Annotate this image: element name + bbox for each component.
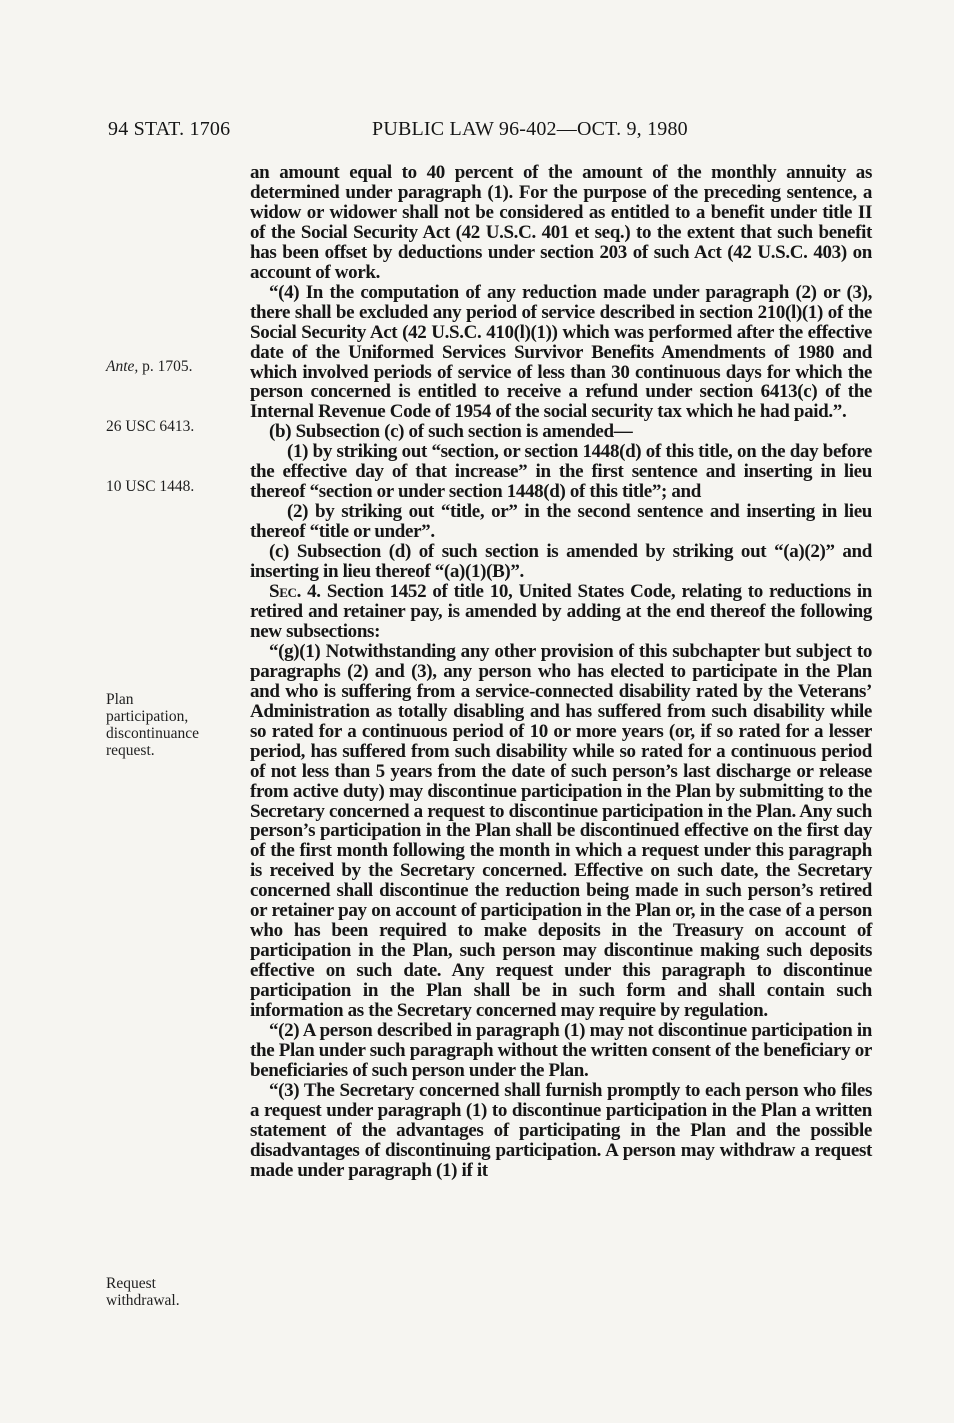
margin-note-line: discontinuance <box>106 725 199 742</box>
section-4-text: Section 1452 of title 10, United States Code, relating to reductions in retired and retainer pay, is amended by adding at the end thereof the following new subsections: <box>250 581 872 642</box>
paragraph-b-subsection-c: (b) Subsection (c) of such section is amended— <box>269 421 633 443</box>
margin-note-line: participation, <box>106 708 189 725</box>
margin-note-line: Plan <box>106 691 134 708</box>
paragraph-c-subsection-d: (c) Subsection (d) of such section is amended by striking out “(a)(2)” and inserting in lieu thereof “(a)(1)(B)”. <box>250 541 872 583</box>
margin-note-plan-participation <box>106 691 199 759</box>
margin-note-line: withdrawal. <box>106 1292 180 1309</box>
margin-note-line: Request <box>106 1275 156 1292</box>
section-label: Sec. 4. <box>269 581 321 603</box>
paragraph-b-2: (2) by striking out “title, or” in the second sentence and inserting in lieu thereof “title or under”. <box>250 501 872 543</box>
public-law-title: PUBLIC LAW 96-402—OCT. 9, 1980 <box>372 118 688 140</box>
paragraph-g-2: “(2) A person described in paragraph (1) may not discontinue participation in the Plan under such paragraph without the written consent of the beneficiary or beneficiaries of such person under the Plan. <box>250 1019 872 1081</box>
margin-note-request-withdrawal <box>106 1275 180 1309</box>
margin-note-line: request. <box>106 742 155 759</box>
margin-note-ante-page: p. 1705. <box>138 358 193 375</box>
paragraph-4-computation: “(4) In the computation of any reduction made under paragraph (2) or (3), there shall be excluded any period of service described in section 210(l)(1) of the Social Security Act (42 U.S.C. 410(l)(1)) which was performed after the effective date of the Uniformed Services Survivor Benefits Amendments of 1980 and which involved periods of service of less than 30 continuous days for which the person concerned is entitled to receive a refund under section 6413(c) of the Internal Revenue Code of 1954 of the social security tax which he had paid.”. <box>250 281 872 423</box>
paragraph-g-3: “(3) The Secretary concerned shall furnish promptly to each person who files a request under paragraph (1) to discontinue participation in the Plan a written statement of the advantages of participating in the Plan and the possible disadvantages of discontinuing participation. A person may withdraw a request made under paragraph (1) if it <box>250 1079 872 1181</box>
margin-note-ante <box>106 358 193 375</box>
statute-page-number: 94 STAT. 1706 <box>108 118 231 140</box>
margin-note-usc-1448: 10 USC 1448. <box>106 478 195 495</box>
paragraph-sec-4 <box>250 582 872 642</box>
paragraph-g-1: “(g)(1) Notwithstanding any other provision of this subchapter but subject to paragraphs (2) and (3), any person who has elected to participate in the Plan and who is suffering from a service-connected disability rated by the Veterans’ Administration as totally disabling and has suffered from such disability while so rated for a continuous period of 10 or more years (or, if so rated for a lesser period, has suffered from such disability while so rated for a continuous period of not less than 5 years from the date of such person’s last discharge or release from active duty) may discontinue participation in the Plan by submitting to the Secretary concerned a request to discontinue participation in the Plan. Any such person’s participation in the Plan shall be discontinued effective on the first day of the first month following the month in which a request under this paragraph is received by the Secretary concerned. Effective on such date, the Secretary concerned shall discontinue the reduction being made in such person’s retired or retainer pay on account of participation in the Plan or, in the case of a person who has been required to make deposits in the Treasury on account of participation in the Plan, such person may discontinue making such deposits effective on such date. Any request under this paragraph to discontinue participation in the Plan shall be in such form and shall contain such information as the Secretary concerned may require by regulation. <box>250 640 872 1022</box>
margin-note-usc-6413: 26 USC 6413. <box>106 418 195 435</box>
margin-note-ante-label: Ante, <box>106 358 139 375</box>
statute-body <box>250 163 872 1181</box>
paragraph-annuity-amount: an amount equal to 40 percent of the amount of the monthly annuity as determined under paragraph (1). For the purpose of the preceding sentence, a widow or widower shall not be considered as entitled to a benefit under title II of the Social Security Act (42 U.S.C. 401 et seq.) to the extent that such benefit has been offset by deductions under section 203 of such Act (42 U.S.C. 403) on account of work. <box>250 162 872 283</box>
paragraph-b-1: (1) by striking out “section, or section 1448(d) of this title, on the day before the effective day of that increase” in the first sentence and inserting in lieu thereof “section or under section 1448(d) of this title”; and <box>250 441 872 503</box>
